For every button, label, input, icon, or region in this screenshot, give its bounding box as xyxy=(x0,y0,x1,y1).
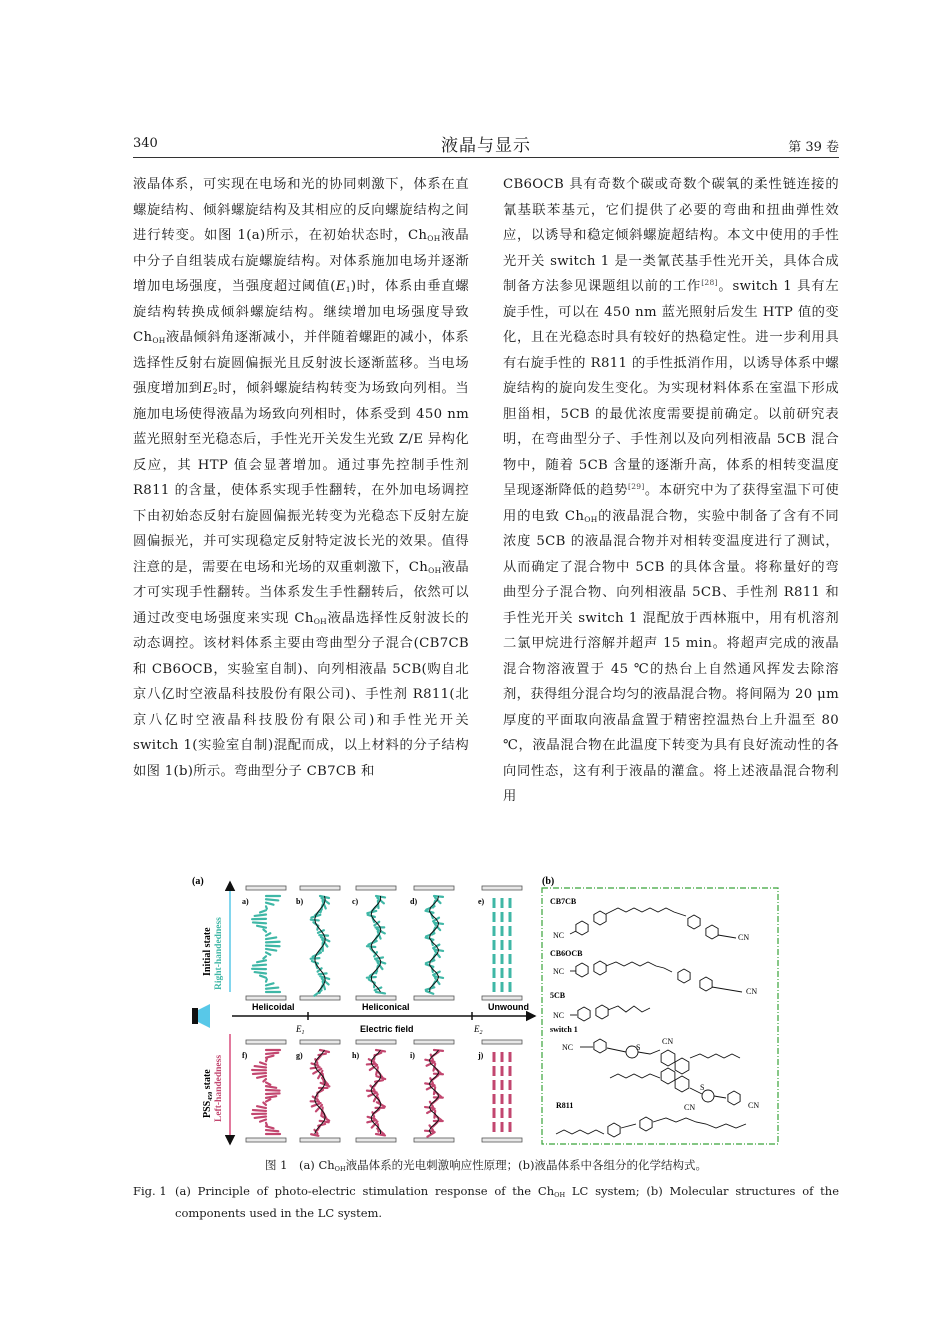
benzene-ring xyxy=(706,925,718,939)
glass-substrate xyxy=(414,886,454,890)
lc-molecule xyxy=(255,914,266,915)
glass-substrate xyxy=(246,996,286,1000)
lc-molecule xyxy=(266,903,274,905)
benzene-ring xyxy=(688,915,700,929)
molecule-label-5cb: 5CB xyxy=(550,991,566,1000)
lc-molecule xyxy=(266,949,276,951)
sub-panel-label: a) xyxy=(242,897,249,906)
naphthalene-ring xyxy=(675,1058,689,1074)
left-column-text xyxy=(133,172,469,784)
lc-molecule xyxy=(255,972,266,973)
right-column-text xyxy=(503,172,839,810)
text-segment: 的液晶混合物，实验中制备了含有不同浓度 5CB 的液晶混合物并对相转变温度进行了测试，从而确定了混合物中 5CB 的具体含量。将称量好的弯曲型分子混合物、向列相液晶 5CB、手性剂 R811 和手性光开关 switch 1 混配放于西林瓶中，用有机溶剂二氯甲烷进行溶解并超声 15 min。将超声完成的液晶混合物溶液置于 45 ℃的热台上自然通风挥发去除溶剂，获得组分混合均匀的液晶混合物。将间隔为 20 μm 厚度的平面取向液晶盒置于精密控温热台上升温至 80 ℃，液晶混合物在此温度下转变为具有良好流动性的各向同性态，这有利于液晶的灌盒。将上述液晶混合物利用 xyxy=(503,508,839,804)
lc-molecule xyxy=(376,992,385,993)
sub-panel-label: f) xyxy=(242,1051,248,1060)
lc-molecule xyxy=(266,1130,278,1131)
glass-substrate xyxy=(482,1138,522,1142)
lc-molecule xyxy=(266,899,278,900)
lc-molecule xyxy=(263,956,266,958)
text-segment: 液晶才可实现手性翻转。当体系发生手性翻转后，依然可以通过改变电场强度来实现 Ch xyxy=(133,559,469,626)
lc-molecule xyxy=(263,1103,266,1105)
lc-molecule xyxy=(266,983,274,985)
label-heliconical: Heliconical xyxy=(362,1002,410,1012)
bond xyxy=(638,1050,660,1054)
lc-molecule xyxy=(260,1119,266,1121)
lc-molecule xyxy=(253,1073,266,1074)
lc-molecule xyxy=(260,1062,266,1064)
benzene-ring xyxy=(640,1117,652,1131)
caption-en-sub: OH xyxy=(554,1191,566,1199)
journal-name: 液晶与显示 xyxy=(441,136,531,156)
subscript: 2 xyxy=(212,387,218,396)
switch1-cn-bottom: CN xyxy=(684,1103,696,1112)
molecule-structures xyxy=(550,897,759,1137)
row-label-pss xyxy=(202,1069,214,1118)
row-label-pss-text: PSS xyxy=(202,1100,213,1118)
lc-molecule xyxy=(266,906,267,908)
italic-symbol: E xyxy=(335,279,346,294)
text-segment: 液晶体系，可实现在电场和光的协同刺激下，体系在直螺旋结构、倾斜螺旋结构及其相应的反向螺旋结构之间进行转变。如图 1(a)所示，在初始状态时，Ch xyxy=(133,177,469,243)
lc-molecule xyxy=(372,1122,378,1128)
panel-b-label: (b) xyxy=(542,876,555,887)
alkyl-chain xyxy=(606,908,686,916)
glass-substrate xyxy=(482,886,522,890)
figure-caption-en xyxy=(133,1180,839,1224)
bond xyxy=(570,931,576,934)
text-segment: )时，体系由垂直螺旋结构转换成倾斜螺旋结构。继续增加电场强度导致 Ch xyxy=(133,279,470,345)
caption-en-suffix: LC system; (b) Molecular structures of the components used in the LC system. xyxy=(175,1184,840,1220)
molecule-label-switch1: switch 1 xyxy=(550,1025,578,1034)
benzene-ring xyxy=(578,1007,590,1021)
subscript: OH xyxy=(584,514,598,524)
switch1-structure xyxy=(580,1039,740,1105)
text-segment: 液晶选择性反射波长的动态调控。该材料体系主要由弯曲型分子混合(CB7CB 和 CB6OCB，实验室自制)、向列相液晶 5CB(购自北京八亿时空液晶科技股份有限公司)、手性剂 R811(北京八亿时空液晶科技股份有限公司)和手性光开关 switch 1(实验室自制)混配而成，以上材料的分子结构如图 1(b)所示。弯曲型分子 CB7CB 和 xyxy=(133,610,469,779)
benzene-ring xyxy=(594,961,606,975)
row-label-right-handed: Right-handedness xyxy=(214,917,224,990)
e2-label xyxy=(473,1024,483,1036)
lc-molecule xyxy=(266,1059,267,1061)
lc-molecule xyxy=(255,1066,266,1067)
molecule-label-cb6ocb: CB6OCB xyxy=(550,949,583,958)
thiophene-ring xyxy=(702,1090,714,1102)
row-label-pss-sub: 450 xyxy=(208,1091,214,1101)
text-segment: 。switch 1 具有左旋手性，可以在 450 nm 蓝光照射后发生 HTP 值的变化，且在光稳态时具有较好的热稳定性。进一步利用具有右旋手性的 R811 的手性抵消作用，以诱导体系中螺旋结构的旋向发生变化。为实现材料体系在室温下形成胆甾相，5CB 的最优浓度需要提前确定。以前研究表明，在弯曲型分子、手性剂以及向列相液晶 5CB 混合物中，随着 5CB 含量的逐渐升高，体系的相转变温度呈现逐渐降低的趋势 xyxy=(503,279,839,498)
panel-a-label: (a) xyxy=(192,876,204,887)
sub-panel-label: c) xyxy=(352,897,359,906)
lc-molecule xyxy=(266,1053,278,1054)
glass-substrate xyxy=(300,1040,340,1044)
glass-substrate xyxy=(246,886,286,890)
benzene-ring xyxy=(678,969,690,983)
lc-molecule xyxy=(266,937,276,939)
glass-substrate xyxy=(300,1138,340,1142)
glass-substrate xyxy=(246,1040,286,1044)
caption-zh-prefix: 图 1 (a) Ch xyxy=(264,1158,335,1172)
citation[interactable]: [28] xyxy=(701,278,718,287)
switch1-cn-right: CN xyxy=(748,1101,760,1110)
lc-molecule xyxy=(253,965,266,966)
sub-panel-label: i) xyxy=(410,1051,415,1060)
glass-substrate xyxy=(356,886,396,890)
glass-substrate xyxy=(356,996,396,1000)
axis-label: Electric field xyxy=(360,1024,414,1034)
alkyl-chain xyxy=(556,1130,604,1134)
benzene-ring xyxy=(576,921,588,935)
lc-molecule xyxy=(255,1116,266,1117)
caption-zh-sub: OH xyxy=(334,1165,346,1173)
lc-molecule xyxy=(266,1123,267,1125)
r811-structure xyxy=(556,1117,746,1137)
sub-panel-label: d) xyxy=(410,897,418,906)
thiophene-ring xyxy=(626,1046,638,1058)
lc-molecule xyxy=(253,922,266,923)
alkyl-chain xyxy=(610,1074,660,1078)
subscript: OH xyxy=(152,336,166,345)
lc-molecule xyxy=(316,1105,322,1111)
glass-substrate xyxy=(414,996,454,1000)
lc-molecule xyxy=(311,1134,318,1136)
bond xyxy=(714,1096,726,1098)
alkyl-chain xyxy=(608,1006,650,1012)
text-segment: 液晶中分子自组装成右旋螺旋结构。对体系施加电场并逐渐增加电场强度，当强度超过阈值( xyxy=(133,228,469,294)
lc-molecule xyxy=(266,1126,274,1128)
benzene-ring xyxy=(594,911,606,925)
lc-molecule xyxy=(266,1090,280,1091)
glass-substrate xyxy=(300,886,340,890)
glass-substrate xyxy=(300,996,340,1000)
lc-molecule xyxy=(266,952,270,954)
lc-molecule xyxy=(266,1099,270,1101)
label-unwound: Unwound xyxy=(488,1002,529,1012)
figure-caption-zh xyxy=(133,1157,839,1173)
cb6ocb-cn: CN xyxy=(746,987,758,996)
bond xyxy=(712,987,742,992)
glass-substrate xyxy=(414,1138,454,1142)
glass-substrate xyxy=(482,996,522,1000)
molecule-label-cb7cb: CB7CB xyxy=(550,897,577,906)
subscript: OH xyxy=(313,616,327,626)
helix-cells xyxy=(242,886,522,1142)
e1-label xyxy=(295,1024,305,1036)
cb7cb-nc: NC xyxy=(553,931,565,940)
benzene-ring xyxy=(700,977,712,991)
lc-molecule xyxy=(263,929,266,931)
lc-molecule xyxy=(266,946,280,947)
lc-molecule xyxy=(253,1110,266,1111)
lc-molecule xyxy=(266,1096,276,1098)
page-number: 340 xyxy=(133,136,158,151)
benzene-ring xyxy=(596,1005,608,1019)
lc-molecule xyxy=(263,1079,266,1081)
cb7cb-cn: CN xyxy=(738,933,750,942)
citation[interactable]: [29] xyxy=(627,482,645,491)
text-segment: 液晶倾斜角逐渐减小，并伴随着螺距的减小，体系选择性反射右旋圆偏振光且反射波长逐渐蓝移。当电场强度增加到 xyxy=(133,330,469,396)
sub-panel-label: h) xyxy=(352,1051,360,1060)
text-segment: CB6OCB 具有奇数个碳或奇数个碳氧的柔性链连接的氰基联苯基元，它们提供了必要的弯曲和扭曲弹性效应，以诱导和稳定倾斜螺旋超结构。本文中使用的手性光开关 switch 1 是一类氰芪基手性光开关，具体合成制备方法参见课题组以前的工作 xyxy=(503,177,839,294)
lc-molecule xyxy=(257,1106,266,1108)
bond xyxy=(718,935,736,938)
lc-molecule xyxy=(266,1082,270,1084)
sub-panel-label: g) xyxy=(296,1051,303,1060)
figure-1 xyxy=(190,872,783,1152)
italic-symbol: E xyxy=(202,381,213,396)
label-helicoidal: Helicoidal xyxy=(252,1002,295,1012)
glass-substrate xyxy=(482,1040,522,1044)
text-segment: 。本研究中为了获得室温下可使用的电致 Ch xyxy=(503,483,840,524)
switch1-s-bottom: S xyxy=(700,1083,705,1092)
sub-panel-label: j) xyxy=(478,1051,484,1060)
volume-label: 第 39 卷 xyxy=(788,140,839,155)
row-label-pss-suffix: state xyxy=(202,1069,213,1092)
caption-en-number: Fig. 1 xyxy=(133,1184,167,1198)
benzene-ring xyxy=(608,1123,620,1137)
switch1-s-top: S xyxy=(636,1043,641,1052)
lc-molecule xyxy=(260,976,266,978)
lc-molecule xyxy=(257,1076,266,1078)
subscript: OH xyxy=(427,234,441,243)
subscript: OH xyxy=(428,565,442,575)
e1-sub: 1 xyxy=(301,1030,305,1036)
cb7cb-structure xyxy=(570,908,736,939)
switch1-nc: NC xyxy=(562,1043,574,1052)
caption-en-prefix: (a) Principle of photo-electric stimulation response of the Ch xyxy=(175,1184,555,1198)
5cb-structure xyxy=(570,1005,650,1021)
glass-substrate xyxy=(246,1138,286,1142)
sub-panel-label: b) xyxy=(296,897,304,906)
naphthalene-ring xyxy=(661,1050,675,1066)
lc-molecule xyxy=(266,1093,280,1094)
lc-molecule xyxy=(260,910,266,912)
light-beam-icon xyxy=(198,1004,210,1028)
row-label-left-handed: Left-handedness xyxy=(214,1054,224,1122)
5cb-nc: NC xyxy=(553,1011,565,1020)
text-segment: 时，倾斜螺旋结构转变为场致向列相。当施加电场使得液晶为场致向列相时，体系受到 450 nm 蓝光照射至光稳态后，手性光开关发生光致 Z/E 异构化反应，其 HTP 值会显著增加。通过事先控制手性剂 R811 的含量，使体系实现手性翻转，在外加电场调控下由初始态反射右旋圆偏振光转变为光稳态下反射左旋圆偏振光，并可实现稳定反射特定波长光的效果。值得注意的是，需要在电场和光场的双重刺激下，Ch xyxy=(133,381,469,575)
ester-chain xyxy=(653,1118,746,1128)
lc-molecule xyxy=(266,1086,276,1088)
alkyl-chain xyxy=(690,1054,740,1058)
light-source-icon xyxy=(192,1008,198,1024)
bond xyxy=(621,1124,636,1128)
subscript: 1 xyxy=(345,285,351,294)
caption-en-text xyxy=(175,1180,839,1224)
benzene-ring xyxy=(594,1039,606,1053)
glass-substrate xyxy=(414,1040,454,1044)
benzene-ring xyxy=(728,1091,740,1105)
lc-molecule xyxy=(257,926,266,928)
molecule-frame xyxy=(542,888,778,1144)
e1-text: E xyxy=(296,1024,302,1034)
glass-substrate xyxy=(356,1138,396,1142)
lc-molecule xyxy=(376,1134,385,1135)
molecule-label-r811: R811 xyxy=(556,1101,574,1110)
lc-molecule xyxy=(266,1056,274,1058)
lc-molecule xyxy=(266,942,280,943)
figure-1-graphic xyxy=(190,872,783,1152)
lc-molecule xyxy=(266,979,267,981)
alkyl-chain xyxy=(606,962,672,972)
naphthalene-ring xyxy=(675,1076,689,1092)
bond xyxy=(607,1048,626,1052)
running-header xyxy=(133,130,839,158)
naphthalene-ring xyxy=(661,1068,675,1084)
switch1-cn-top: CN xyxy=(662,1037,674,1046)
caption-zh-suffix: 液晶体系的光电刺激响应性原理；(b)液晶体系中各组分的化学结构式。 xyxy=(345,1158,707,1172)
lc-molecule xyxy=(266,933,270,935)
lc-molecule xyxy=(266,988,278,989)
glass-substrate xyxy=(356,1040,396,1044)
e2-sub: 2 xyxy=(479,1030,483,1036)
row-label-initial: Initial state xyxy=(202,927,213,976)
cb6ocb-nc: NC xyxy=(553,967,565,976)
lc-molecule xyxy=(257,960,266,962)
sub-panel-label: e) xyxy=(478,897,485,906)
e2-text: E xyxy=(474,1024,480,1034)
cb6ocb-structure xyxy=(570,961,742,992)
benzene-ring xyxy=(576,963,588,977)
